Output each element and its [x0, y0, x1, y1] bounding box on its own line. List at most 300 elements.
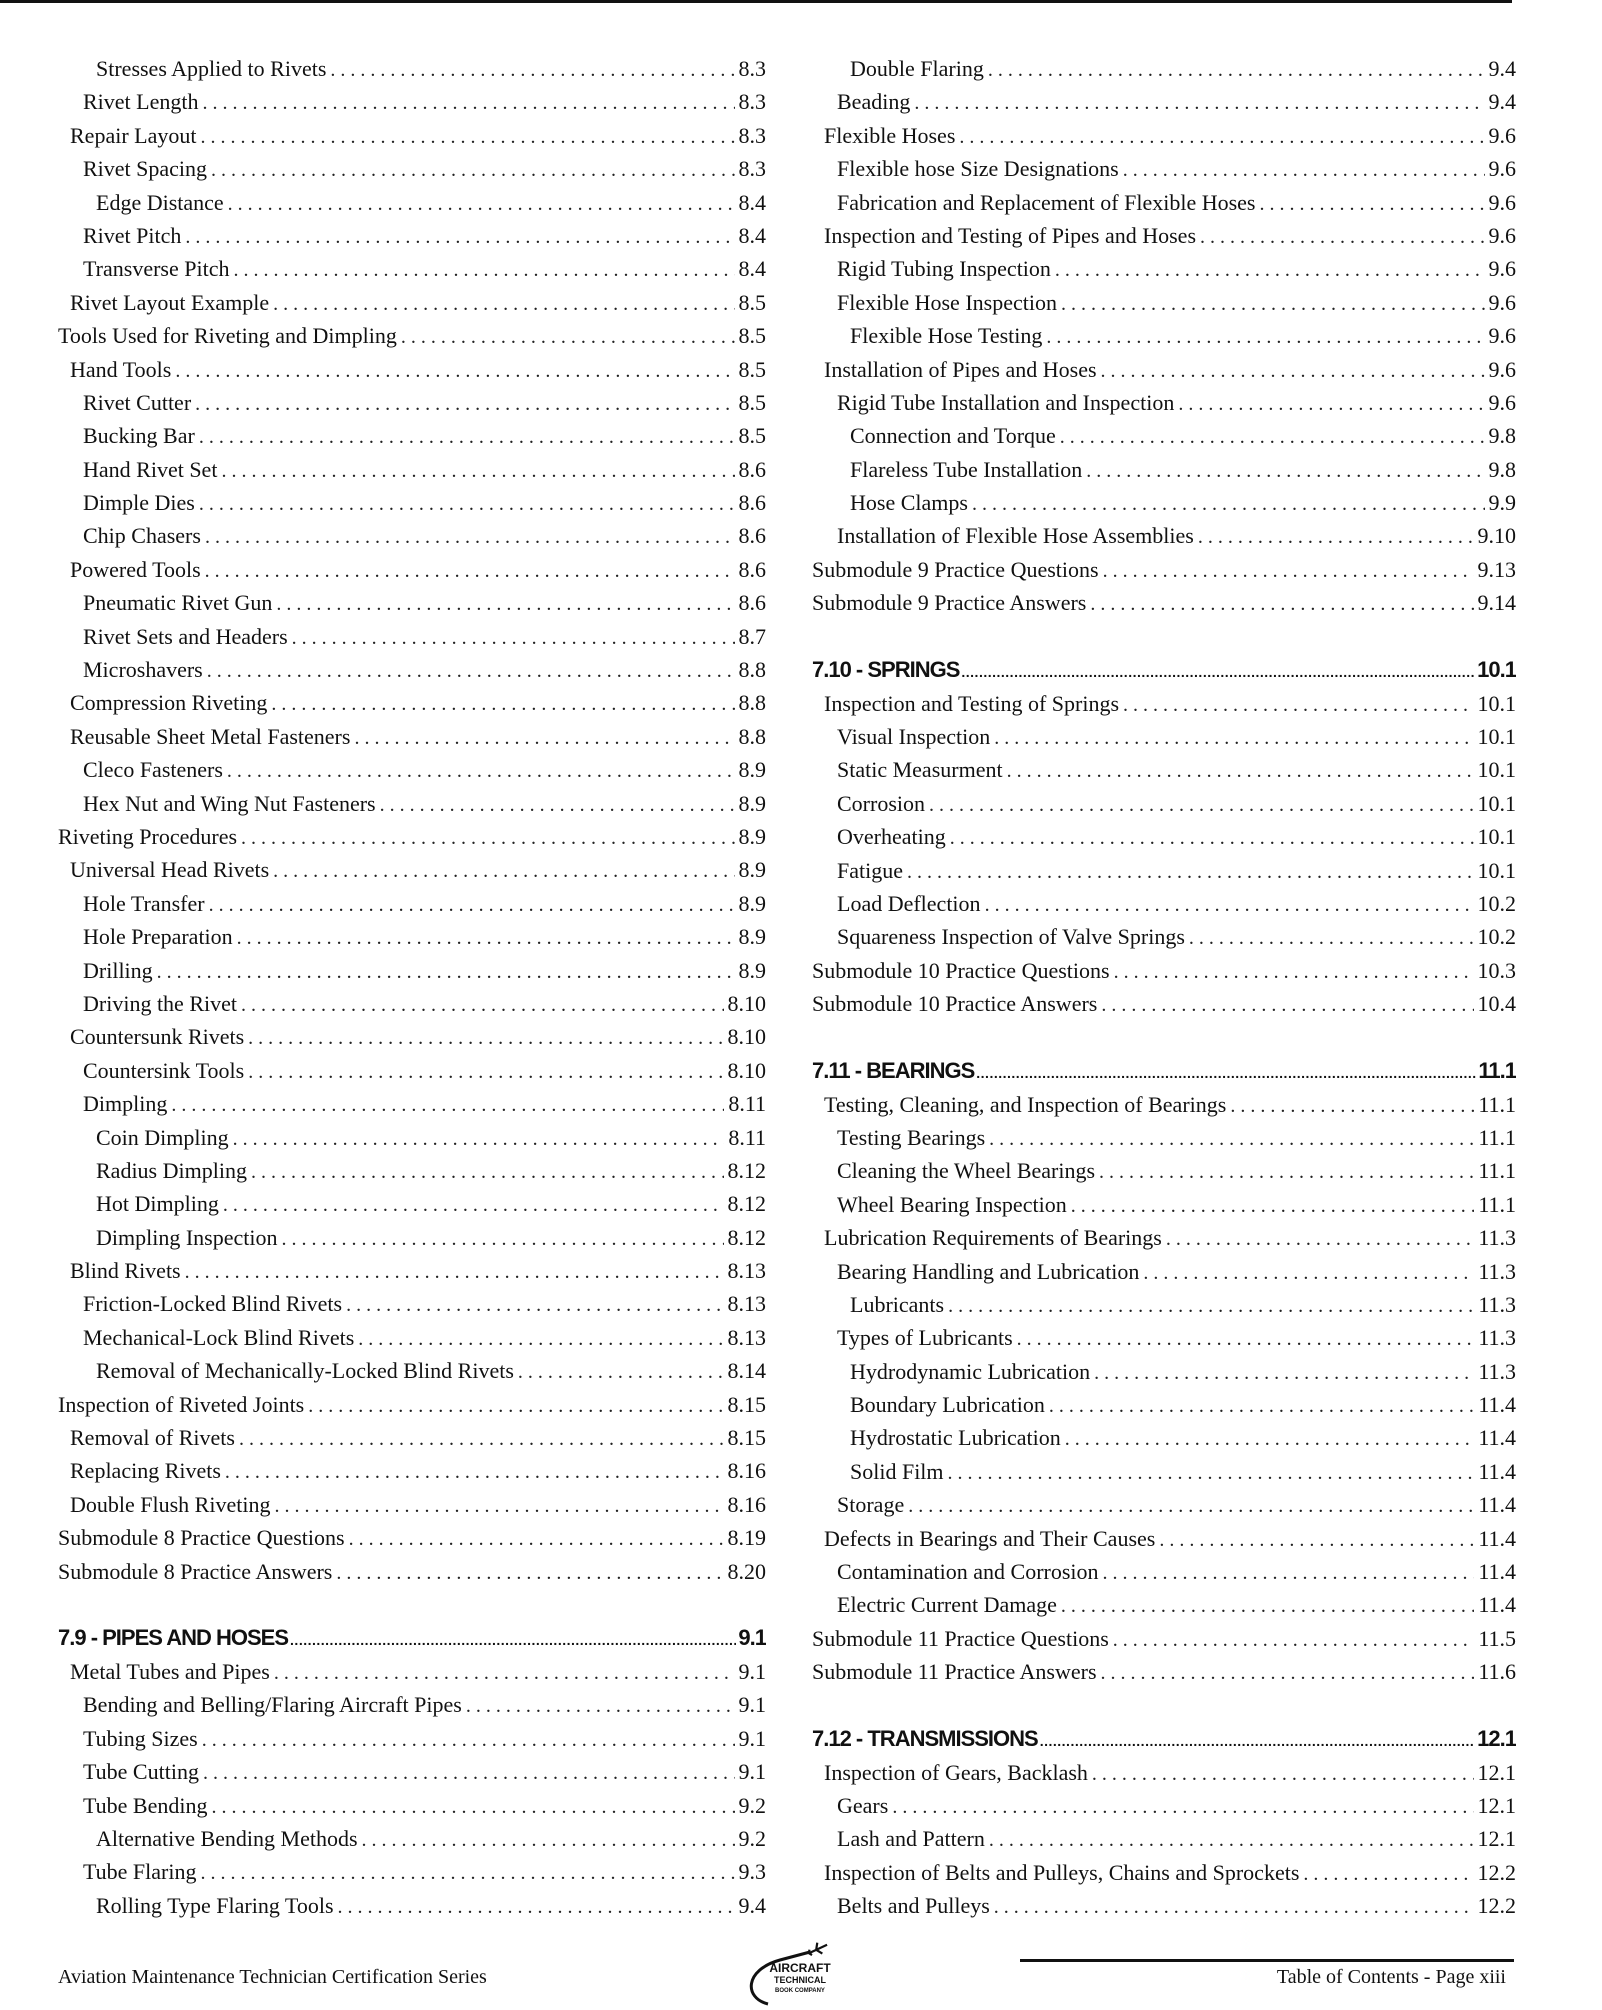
toc-entry[interactable] — [812, 52, 1516, 85]
toc-entry-title: Alternative Bending Methods — [96, 1825, 358, 1851]
toc-entry-page: 11.6 — [1478, 1659, 1516, 1685]
toc-entry[interactable] — [58, 787, 766, 820]
toc-entry[interactable] — [812, 519, 1516, 552]
toc-entry-title: Rivet Spacing — [83, 156, 208, 182]
toc-entry-title: Tube Bending — [83, 1792, 208, 1818]
section-heading-page: 12.1 — [1477, 1725, 1516, 1751]
toc-entry-page: 11.3 — [1478, 1258, 1516, 1284]
toc-entry-title: Submodule 10 Practice Answers — [812, 991, 1098, 1017]
toc-entry[interactable] — [812, 1856, 1516, 1889]
toc-entry-title: Solid Film — [850, 1458, 944, 1484]
toc-entry-title: Friction-Locked Blind Rivets — [83, 1291, 343, 1317]
toc-entry-title: Transverse Pitch — [83, 256, 230, 282]
toc-entry-page: 9.6 — [1488, 222, 1516, 248]
dot-leader — [211, 154, 734, 185]
dot-leader — [948, 1457, 1475, 1488]
toc-entry[interactable] — [58, 753, 766, 786]
toc-entry[interactable] — [58, 85, 766, 118]
dot-leader — [976, 1056, 1476, 1088]
toc-entry[interactable] — [812, 887, 1516, 920]
toc-entry-page: 9.2 — [738, 1825, 766, 1851]
toc-entry-title: Connection and Torque — [850, 423, 1056, 449]
toc-entry[interactable] — [58, 1688, 766, 1721]
toc-entry-page: 8.10 — [727, 990, 766, 1016]
toc-entry-title: Replacing Rivets — [70, 1458, 221, 1484]
toc-entry-page: 11.4 — [1478, 1559, 1516, 1585]
toc-entry-page: 8.6 — [738, 456, 766, 482]
toc-entry-page: 8.6 — [738, 490, 766, 516]
toc-entry[interactable] — [812, 219, 1516, 252]
toc-entry[interactable] — [812, 353, 1516, 386]
toc-entry-page: 8.3 — [738, 56, 766, 81]
toc-entry-title: Countersink Tools — [83, 1057, 245, 1083]
dot-leader — [202, 87, 734, 118]
section-spacer — [58, 1588, 766, 1621]
dot-leader — [233, 254, 734, 285]
toc-entry-title: Dimple Dies — [83, 490, 195, 516]
toc-entry-title: Submodule 10 Practice Questions — [812, 957, 1110, 983]
dot-leader — [401, 321, 735, 352]
footer-series-title: Aviation Maintenance Technician Certification Series — [58, 1966, 487, 1988]
toc-entry[interactable] — [58, 1454, 766, 1487]
dot-leader — [1061, 1590, 1474, 1621]
toc-entry[interactable] — [812, 820, 1516, 853]
toc-entry[interactable] — [58, 653, 766, 686]
dot-leader — [1178, 388, 1484, 419]
dot-leader — [223, 1189, 724, 1220]
toc-entry-title: Hot Dimpling — [96, 1191, 219, 1217]
toc-entry-page: 12.1 — [1477, 1826, 1516, 1852]
toc-entry-page: 11.3 — [1478, 1225, 1516, 1251]
toc-entry-title: Inspection of Belts and Pulleys, Chains and Sprockets — [824, 1859, 1300, 1885]
toc-entry-page: 8.9 — [738, 790, 766, 816]
toc-entry-page: 9.6 — [1488, 323, 1516, 349]
toc-entry[interactable] — [58, 1722, 766, 1755]
toc-entry-page: 9.4 — [738, 1892, 766, 1918]
toc-entry[interactable] — [812, 319, 1516, 352]
toc-entry-title: Hand Tools — [70, 356, 172, 382]
toc-entry-page: 8.5 — [738, 389, 766, 415]
toc-entry-page: 9.8 — [1488, 456, 1516, 482]
toc-entry[interactable] — [812, 85, 1516, 118]
toc-entry[interactable] — [58, 119, 766, 152]
toc-entry-page: 8.7 — [738, 623, 766, 649]
dot-leader — [237, 922, 735, 953]
dot-leader — [203, 1757, 735, 1788]
dot-leader — [273, 855, 734, 886]
toc-entry-page: 8.10 — [727, 1024, 766, 1050]
toc-entry-title: Overheating — [837, 824, 946, 850]
dot-leader — [330, 54, 734, 85]
dot-leader — [1123, 154, 1485, 185]
toc-entry-page: 8.9 — [738, 757, 766, 783]
toc-entry[interactable] — [812, 1455, 1516, 1488]
dot-leader — [1055, 254, 1485, 285]
toc-entry-page: 8.11 — [728, 1091, 766, 1117]
logo-line-1: AIRCRAFT — [769, 1961, 831, 1975]
toc-entry[interactable] — [58, 1287, 766, 1320]
toc-entry[interactable] — [58, 1187, 766, 1220]
toc-entry-title: Double Flaring — [850, 56, 984, 81]
toc-entry[interactable] — [58, 987, 766, 1020]
toc-entry-page: 9.1 — [738, 1759, 766, 1785]
dot-leader — [349, 1523, 724, 1554]
dot-leader — [1040, 1724, 1475, 1756]
dot-leader — [1049, 1390, 1474, 1421]
toc-entry-page: 9.8 — [1488, 423, 1516, 449]
dot-leader — [205, 555, 735, 586]
toc-entry-title: Squareness Inspection of Valve Springs — [837, 924, 1185, 950]
dot-leader — [1103, 1557, 1475, 1588]
toc-entry-title: Removal of Mechanically-Locked Blind Rivets — [96, 1358, 514, 1384]
toc-left-column — [58, 52, 766, 1922]
dot-leader — [251, 1156, 724, 1187]
dot-leader — [276, 588, 734, 619]
dot-leader — [1189, 922, 1474, 953]
toc-entry-title: Chip Chasers — [83, 523, 201, 549]
toc-entry-page: 8.8 — [738, 723, 766, 749]
toc-entry[interactable] — [58, 1254, 766, 1287]
toc-entry[interactable] — [58, 1655, 766, 1688]
toc-entry[interactable] — [58, 1521, 766, 1554]
toc-entry-page: 11.4 — [1478, 1425, 1516, 1451]
toc-entry[interactable] — [812, 787, 1516, 820]
toc-entry[interactable] — [812, 553, 1516, 586]
toc-entry[interactable] — [58, 1855, 766, 1888]
toc-entry[interactable] — [58, 1121, 766, 1154]
dot-leader — [1260, 188, 1485, 219]
toc-entry-title: Rigid Tubing Inspection — [837, 256, 1051, 282]
dot-leader — [346, 1289, 723, 1320]
toc-entry-page: 8.3 — [738, 156, 766, 182]
dot-leader — [1061, 288, 1485, 319]
toc-entry-page: 9.1 — [738, 1692, 766, 1718]
dot-leader — [271, 688, 734, 719]
toc-entry[interactable] — [58, 820, 766, 853]
toc-entry[interactable] — [812, 1321, 1516, 1354]
dot-leader — [241, 822, 734, 853]
toc-entry-page: 8.19 — [727, 1525, 766, 1551]
toc-entry-page: 8.3 — [738, 89, 766, 115]
toc-entry-page: 8.3 — [738, 122, 766, 148]
toc-entry[interactable] — [812, 954, 1516, 987]
section-heading[interactable] — [812, 1722, 1516, 1756]
toc-entry-page: 10.1 — [1477, 857, 1516, 883]
toc-entry[interactable] — [812, 1188, 1516, 1221]
toc-entry[interactable] — [812, 1355, 1516, 1388]
toc-entry-title: Cleco Fasteners — [83, 757, 223, 783]
toc-entry-page: 9.6 — [1488, 256, 1516, 282]
toc-entry[interactable] — [58, 1555, 766, 1588]
toc-entry-title: Cleaning the Wheel Bearings — [837, 1158, 1096, 1184]
dot-leader — [989, 1123, 1474, 1154]
toc-entry-page: 9.1 — [738, 1658, 766, 1684]
toc-entry[interactable] — [58, 386, 766, 419]
section-heading[interactable] — [58, 1621, 766, 1655]
dot-leader — [228, 188, 735, 219]
dot-leader — [950, 822, 1474, 853]
dot-leader — [209, 889, 735, 920]
dot-leader — [1101, 989, 1473, 1020]
toc-entry-title: Submodule 11 Practice Answers — [812, 1659, 1097, 1685]
toc-entry[interactable] — [812, 1555, 1516, 1588]
toc-entry[interactable] — [58, 353, 766, 386]
section-heading[interactable] — [812, 653, 1516, 687]
toc-entry-title: Contamination and Corrosion — [837, 1559, 1099, 1585]
section-heading-page: 11.1 — [1478, 1057, 1516, 1083]
section-heading-page: 9.1 — [738, 1624, 766, 1650]
toc-entry-page: 11.5 — [1478, 1625, 1516, 1651]
toc-entry-title: Dimpling Inspection — [96, 1224, 278, 1250]
toc-entry-title: Wheel Bearing Inspection — [837, 1191, 1067, 1217]
toc-entry[interactable] — [812, 720, 1516, 753]
dot-leader — [985, 889, 1474, 920]
dot-leader — [1143, 1257, 1474, 1288]
toc-entry[interactable] — [58, 954, 766, 987]
toc-entry-title: Pneumatic Rivet Gun — [83, 590, 273, 616]
toc-entry-title: Removal of Rivets — [70, 1425, 235, 1451]
toc-entry-page: 9.14 — [1477, 590, 1516, 616]
toc-entry-page: 8.5 — [738, 423, 766, 449]
toc-entry[interactable] — [812, 1421, 1516, 1454]
toc-entry[interactable] — [58, 186, 766, 219]
toc-entry-page: 11.3 — [1478, 1358, 1516, 1384]
section-spacer — [812, 620, 1516, 653]
toc-entry-page: 8.5 — [738, 356, 766, 382]
toc-entry-title: Inspection of Gears, Backlash — [824, 1759, 1088, 1785]
toc-entry-title: Hydrostatic Lubrication — [850, 1425, 1061, 1451]
toc-entry[interactable] — [812, 186, 1516, 219]
dot-leader — [1114, 956, 1474, 987]
toc-entry[interactable] — [58, 586, 766, 619]
toc-entry[interactable] — [58, 486, 766, 519]
toc-entry[interactable] — [58, 1755, 766, 1788]
toc-entry[interactable] — [812, 286, 1516, 319]
dot-leader — [1094, 1357, 1474, 1388]
toc-entry[interactable] — [58, 519, 766, 552]
toc-entry-page: 11.4 — [1478, 1525, 1516, 1551]
toc-entry-page: 8.4 — [738, 222, 766, 248]
toc-entry-page: 8.6 — [738, 556, 766, 582]
dot-leader — [948, 1290, 1474, 1321]
toc-entry[interactable] — [812, 753, 1516, 786]
toc-entry-page: 8.6 — [738, 523, 766, 549]
toc-entry[interactable] — [812, 1221, 1516, 1254]
toc-entry[interactable] — [58, 720, 766, 753]
toc-entry[interactable] — [812, 1088, 1516, 1121]
toc-entry[interactable] — [58, 620, 766, 653]
dot-leader — [233, 1123, 725, 1154]
toc-entry[interactable] — [58, 1354, 766, 1387]
dot-leader — [1101, 355, 1485, 386]
dot-leader — [354, 722, 734, 753]
toc-entry-page: 10.2 — [1477, 924, 1516, 950]
toc-entry[interactable] — [812, 152, 1516, 185]
toc-entry[interactable] — [58, 419, 766, 452]
toc-entry-title: Submodule 9 Practice Answers — [812, 590, 1087, 616]
toc-entry[interactable] — [812, 920, 1516, 953]
toc-entry[interactable] — [812, 486, 1516, 519]
dot-leader — [1007, 755, 1474, 786]
toc-entry-title: Inspection and Testing of Springs — [824, 690, 1120, 716]
toc-entry-page: 8.14 — [727, 1358, 766, 1384]
dot-leader — [961, 655, 1475, 687]
toc-entry-title: Hole Transfer — [83, 890, 205, 916]
toc-entry-title: Fatigue — [837, 857, 903, 883]
toc-entry[interactable] — [812, 419, 1516, 452]
toc-entry[interactable] — [812, 1522, 1516, 1555]
toc-entry[interactable] — [58, 52, 766, 85]
toc-entry[interactable] — [58, 453, 766, 486]
toc-entry[interactable] — [812, 687, 1516, 720]
toc-entry-title: Boundary Lubrication — [850, 1392, 1045, 1418]
toc-entry-title: Repair Layout — [70, 122, 197, 148]
section-heading[interactable] — [812, 1054, 1516, 1088]
toc-entry[interactable] — [812, 1756, 1516, 1789]
toc-entry-page: 10.1 — [1477, 790, 1516, 816]
toc-entry-title: Tube Cutting — [83, 1759, 199, 1785]
toc-entry[interactable] — [812, 1822, 1516, 1855]
toc-entry-title: Bending and Belling/Flaring Aircraft Pipes — [83, 1692, 462, 1718]
dot-leader — [929, 789, 1474, 820]
toc-entry[interactable] — [58, 1087, 766, 1120]
toc-entry-page: 8.9 — [738, 823, 766, 849]
toc-entry-title: Submodule 8 Practice Answers — [58, 1558, 333, 1584]
toc-entry[interactable] — [812, 586, 1516, 619]
toc-entry[interactable] — [58, 1889, 766, 1922]
toc-entry-title: Load Deflection — [837, 890, 981, 916]
toc-entry[interactable] — [58, 219, 766, 252]
dot-leader — [1101, 1657, 1475, 1688]
dot-leader — [195, 388, 734, 419]
toc-entry-page: 8.15 — [727, 1425, 766, 1451]
toc-entry-title: Metal Tubes and Pipes — [70, 1658, 270, 1684]
toc-entry-title: Hand Rivet Set — [83, 456, 218, 482]
toc-entry[interactable] — [58, 1421, 766, 1454]
dot-leader — [1103, 555, 1474, 586]
toc-entry[interactable] — [812, 386, 1516, 419]
toc-entry-title: Powered Tools — [70, 556, 201, 582]
toc-entry[interactable] — [58, 1321, 766, 1354]
toc-entry-title: Bucking Bar — [83, 423, 195, 449]
toc-entry[interactable] — [58, 286, 766, 319]
toc-entry[interactable] — [812, 1488, 1516, 1521]
toc-entry-page: 11.4 — [1478, 1492, 1516, 1518]
toc-entry[interactable] — [58, 1221, 766, 1254]
toc-entry-title: Installation of Pipes and Hoses — [824, 356, 1097, 382]
toc-entry[interactable] — [58, 853, 766, 886]
toc-entry-title: Inspection of Riveted Joints — [58, 1391, 305, 1417]
dot-leader — [908, 1490, 1474, 1521]
toc-entry-title: Visual Inspection — [837, 724, 991, 750]
toc-entry-page: 11.1 — [1478, 1158, 1516, 1184]
section-spacer — [812, 1689, 1516, 1722]
toc-entry-title: Lash and Pattern — [837, 1826, 985, 1852]
dot-leader — [988, 54, 1485, 85]
dot-leader — [959, 121, 1484, 152]
toc-entry-title: Defects in Bearings and Their Causes — [824, 1525, 1156, 1551]
toc-entry-title: Mechanical-Lock Blind Rivets — [83, 1324, 355, 1350]
toc-entry[interactable] — [812, 453, 1516, 486]
toc-entry[interactable] — [812, 1121, 1516, 1154]
toc-entry[interactable] — [58, 920, 766, 953]
toc-entry[interactable] — [58, 686, 766, 719]
toc-entry[interactable] — [58, 553, 766, 586]
toc-entry[interactable] — [58, 1789, 766, 1822]
toc-entry-title: Drilling — [83, 957, 153, 983]
dot-leader — [1230, 1090, 1474, 1121]
dot-leader — [1123, 689, 1473, 720]
toc-entry[interactable] — [58, 1822, 766, 1855]
toc-entry-page: 8.13 — [727, 1291, 766, 1317]
toc-entry-page: 9.2 — [738, 1792, 766, 1818]
dot-leader — [185, 1256, 724, 1287]
toc-entry[interactable] — [812, 1154, 1516, 1187]
toc-entry-page: 8.15 — [727, 1391, 766, 1417]
section-heading-title: 7.9 - PIPES AND HOSES — [58, 1624, 289, 1650]
dot-leader — [157, 956, 735, 987]
toc-entry[interactable] — [58, 319, 766, 352]
toc-entry-title: Fabrication and Replacement of Flexible Hoses — [837, 189, 1256, 215]
toc-entry[interactable] — [58, 1020, 766, 1053]
toc-entry-title: Lubricants — [850, 1291, 945, 1317]
toc-entry[interactable] — [812, 854, 1516, 887]
dot-leader — [914, 87, 1484, 118]
section-heading-page: 10.1 — [1477, 656, 1516, 682]
toc-entry[interactable] — [58, 1388, 766, 1421]
toc-entry[interactable] — [812, 1655, 1516, 1688]
toc-entry[interactable] — [58, 1488, 766, 1521]
dot-leader — [1099, 1156, 1474, 1187]
toc-entry-page: 8.12 — [727, 1224, 766, 1250]
dot-leader — [1071, 1190, 1475, 1221]
toc-entry-title: Testing Bearings — [837, 1124, 986, 1150]
toc-entry[interactable] — [58, 1054, 766, 1087]
toc-entry[interactable] — [812, 1588, 1516, 1621]
toc-entry-page: 9.10 — [1477, 523, 1516, 549]
toc-entry[interactable] — [58, 887, 766, 920]
toc-entry[interactable] — [58, 1154, 766, 1187]
toc-entry-title: Blind Rivets — [70, 1258, 181, 1284]
toc-entry[interactable] — [812, 252, 1516, 285]
dot-leader — [380, 789, 735, 820]
toc-entry[interactable] — [812, 119, 1516, 152]
dot-leader — [211, 1791, 734, 1822]
toc-entry[interactable] — [812, 1889, 1516, 1922]
toc-entry-page: 11.3 — [1478, 1291, 1516, 1317]
toc-entry-page: 8.9 — [738, 924, 766, 950]
toc-entry[interactable] — [812, 1789, 1516, 1822]
toc-entry[interactable] — [812, 1255, 1516, 1288]
toc-entry[interactable] — [58, 252, 766, 285]
toc-entry-title: Tube Flaring — [83, 1859, 197, 1885]
toc-entry[interactable] — [812, 987, 1516, 1020]
toc-entry[interactable] — [812, 1622, 1516, 1655]
dot-leader — [199, 488, 735, 519]
toc-entry-title: Flexible Hoses — [824, 122, 956, 148]
dot-leader — [892, 1791, 1473, 1822]
toc-entry-page: 8.5 — [738, 323, 766, 349]
toc-entry-title: Belts and Pulleys — [837, 1893, 990, 1919]
toc-entry-title: Static Measurment — [837, 757, 1003, 783]
toc-entry[interactable] — [812, 1388, 1516, 1421]
toc-entry-title: Radius Dimpling — [96, 1157, 247, 1183]
toc-entry[interactable] — [812, 1288, 1516, 1321]
toc-entry-page: 9.6 — [1488, 289, 1516, 315]
dot-leader — [227, 755, 735, 786]
logo-line-2: TECHNICAL — [774, 1975, 826, 1985]
toc-entry[interactable] — [58, 152, 766, 185]
